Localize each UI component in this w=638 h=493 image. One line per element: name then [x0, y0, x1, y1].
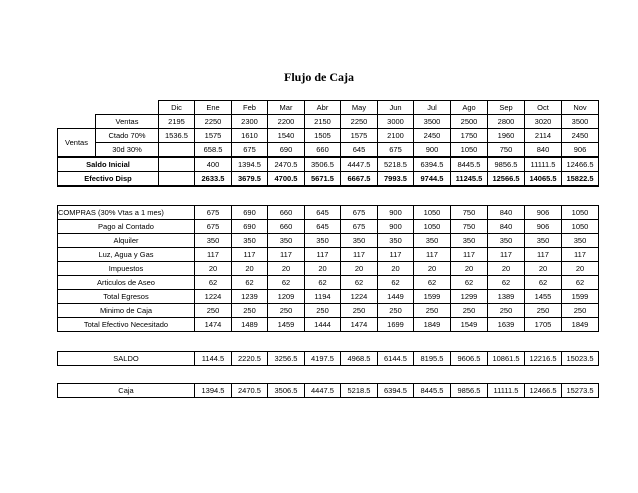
cell: 250: [268, 304, 305, 318]
cell: 1194: [305, 290, 341, 304]
cell: 8195.5: [414, 352, 451, 366]
egresos-row: [58, 234, 599, 248]
cell: 20: [232, 262, 268, 276]
saldo-inicial-row: [58, 157, 599, 172]
cell: 117: [232, 248, 268, 262]
cell: 690: [232, 220, 268, 234]
cell: 2150: [305, 115, 341, 129]
month-header: Jul: [414, 101, 451, 115]
egresos-row: [58, 290, 599, 304]
cell: 2470.5: [232, 384, 268, 398]
cell: 840: [488, 220, 525, 234]
cell: 1575: [195, 129, 232, 143]
cell: 9606.5: [451, 352, 488, 366]
cell: 690: [268, 143, 305, 158]
cell: 1536.5: [159, 129, 195, 143]
cell: 900: [378, 220, 414, 234]
cell: 3500: [414, 115, 451, 129]
cell: 675: [378, 143, 414, 158]
cell: 690: [232, 206, 268, 220]
cell: 20: [562, 262, 599, 276]
row-label: SALDO: [58, 352, 195, 366]
cell: 1389: [488, 290, 525, 304]
cell: 2300: [232, 115, 268, 129]
month-header: Feb: [232, 101, 268, 115]
cell: 675: [232, 143, 268, 158]
cell: 660: [268, 220, 305, 234]
cell: 9856.5: [451, 384, 488, 398]
cell: 3000: [378, 115, 414, 129]
cell: 2195: [159, 115, 195, 129]
cell: 117: [378, 248, 414, 262]
cell: 840: [525, 143, 562, 158]
cell: 3506.5: [305, 157, 341, 172]
cell: 15822.5: [562, 172, 599, 187]
cell: 20: [195, 262, 232, 276]
month-header: May: [341, 101, 378, 115]
row-label: Ventas: [96, 115, 159, 129]
cell: 9856.5: [488, 157, 525, 172]
cell: 350: [268, 234, 305, 248]
cell: 12566.5: [488, 172, 525, 187]
cell: 20: [341, 262, 378, 276]
cell: 2250: [195, 115, 232, 129]
cell: [159, 172, 195, 187]
ventas-row: [58, 115, 599, 129]
month-header-row: [58, 101, 599, 115]
cell: 2470.5: [268, 157, 305, 172]
cell: 350: [525, 234, 562, 248]
cell: 1505: [305, 129, 341, 143]
cell: 900: [414, 143, 451, 158]
cell: 250: [451, 304, 488, 318]
row-label: Saldo Inicial: [58, 157, 159, 172]
row-label: Total Efectivo Necesitado: [58, 318, 195, 332]
cell: 350: [414, 234, 451, 248]
cell: 9744.5: [414, 172, 451, 187]
cell: 62: [341, 276, 378, 290]
cell: 20: [525, 262, 562, 276]
cell: 250: [488, 304, 525, 318]
cell: 1549: [451, 318, 488, 332]
cell: 2114: [525, 129, 562, 143]
month-header: Dic: [159, 101, 195, 115]
cell: 8445.5: [451, 157, 488, 172]
row-label: Alquiler: [58, 234, 195, 248]
cell: 350: [341, 234, 378, 248]
month-header: Mar: [268, 101, 305, 115]
cell: 1224: [195, 290, 232, 304]
cell: 20: [305, 262, 341, 276]
egresos-row: [58, 206, 599, 220]
cell: 2450: [562, 129, 599, 143]
cell: 62: [195, 276, 232, 290]
cell: 1474: [341, 318, 378, 332]
efectivo-disp-row: [58, 172, 599, 187]
ingresos-table: [57, 100, 599, 187]
cell: 250: [525, 304, 562, 318]
row-label: Total Egresos: [58, 290, 195, 304]
cell: 750: [451, 220, 488, 234]
row-label: Impuestos: [58, 262, 195, 276]
cell: 4447.5: [305, 384, 341, 398]
cell: 7993.5: [378, 172, 414, 187]
cell: 2200: [268, 115, 305, 129]
cell: 11111.5: [525, 157, 562, 172]
cell: 62: [414, 276, 451, 290]
cell: 1849: [414, 318, 451, 332]
cell: 250: [305, 304, 341, 318]
cell: 350: [451, 234, 488, 248]
month-header: Ago: [451, 101, 488, 115]
cell: 1050: [451, 143, 488, 158]
cell: 11111.5: [488, 384, 525, 398]
cell: 14065.5: [525, 172, 562, 187]
cell: 2100: [378, 129, 414, 143]
cell: 2633.5: [195, 172, 232, 187]
thirty-day-row: [58, 143, 599, 158]
egresos-row: [58, 262, 599, 276]
cell: 350: [305, 234, 341, 248]
cell: 1299: [451, 290, 488, 304]
cell: 5671.5: [305, 172, 341, 187]
cell: 1705: [525, 318, 562, 332]
cell: [159, 157, 195, 172]
cell: 117: [268, 248, 305, 262]
month-header: Jun: [378, 101, 414, 115]
cell: 3256.5: [268, 352, 305, 366]
row-label: Luz, Agua y Gas: [58, 248, 195, 262]
cell: 350: [232, 234, 268, 248]
cell: 15023.5: [562, 352, 599, 366]
row-label: Efectivo Disp: [58, 172, 159, 187]
cell: 1050: [562, 206, 599, 220]
cell: 250: [378, 304, 414, 318]
cell: 6667.5: [341, 172, 378, 187]
month-header: Nov: [562, 101, 599, 115]
cell: 250: [341, 304, 378, 318]
cell: 62: [488, 276, 525, 290]
cell: 1394.5: [195, 384, 232, 398]
cell: 350: [562, 234, 599, 248]
cell: 3500: [562, 115, 599, 129]
cell: 117: [451, 248, 488, 262]
month-header: Ene: [195, 101, 232, 115]
cell: 1050: [414, 220, 451, 234]
saldo-table: [57, 351, 599, 366]
cell: 658.5: [195, 143, 232, 158]
cell: 1750: [451, 129, 488, 143]
cell: 15273.5: [562, 384, 599, 398]
cell: 1050: [562, 220, 599, 234]
cell: 1394.5: [232, 157, 268, 172]
cell: 1489: [232, 318, 268, 332]
cell: 645: [341, 143, 378, 158]
cell: 20: [378, 262, 414, 276]
cell: 1144.5: [195, 352, 232, 366]
cell: 3020: [525, 115, 562, 129]
cell: 5218.5: [378, 157, 414, 172]
cell: 20: [268, 262, 305, 276]
cell: 20: [451, 262, 488, 276]
cell: 62: [268, 276, 305, 290]
cell: 1699: [378, 318, 414, 332]
cell: 20: [488, 262, 525, 276]
cell: 117: [562, 248, 599, 262]
cell: 906: [525, 206, 562, 220]
cell: 906: [525, 220, 562, 234]
cell: 117: [305, 248, 341, 262]
egresos-row: [58, 318, 599, 332]
cell: 117: [341, 248, 378, 262]
cell: 1610: [232, 129, 268, 143]
cell: 906: [562, 143, 599, 158]
cell: 750: [451, 206, 488, 220]
row-label: COMPRAS (30% Vtas a 1 mes): [58, 206, 195, 220]
cell: 250: [195, 304, 232, 318]
cell: 6394.5: [414, 157, 451, 172]
cell: 4197.5: [305, 352, 341, 366]
cell: 4447.5: [341, 157, 378, 172]
cell: 675: [195, 220, 232, 234]
cell: 1224: [341, 290, 378, 304]
cell: 1849: [562, 318, 599, 332]
row-label: Articulos de Aseo: [58, 276, 195, 290]
cell: 5218.5: [341, 384, 378, 398]
ventas-group-label: Ventas: [58, 129, 96, 158]
cell: 117: [525, 248, 562, 262]
cell: 660: [268, 206, 305, 220]
cell: 840: [488, 206, 525, 220]
cell: 8445.5: [414, 384, 451, 398]
cell: 12216.5: [525, 352, 562, 366]
cell: 1209: [268, 290, 305, 304]
ctado-row: [58, 129, 599, 143]
month-header: Abr: [305, 101, 341, 115]
row-label: Ctado 70%: [96, 129, 159, 143]
cell: 4968.5: [341, 352, 378, 366]
cell: 62: [451, 276, 488, 290]
caja-table: [57, 383, 599, 398]
cell: 62: [525, 276, 562, 290]
cell: 12466.5: [525, 384, 562, 398]
cell: 62: [562, 276, 599, 290]
cell: 62: [305, 276, 341, 290]
cell: 6394.5: [378, 384, 414, 398]
cell: 12466.5: [562, 157, 599, 172]
cell: 250: [232, 304, 268, 318]
cell: 4700.5: [268, 172, 305, 187]
row-label: Caja: [58, 384, 195, 398]
row-label: Minimo de Caja: [58, 304, 195, 318]
cell: 3506.5: [268, 384, 305, 398]
cell: 645: [305, 206, 341, 220]
cell: 2450: [414, 129, 451, 143]
cell: 20: [414, 262, 451, 276]
egresos-row: [58, 276, 599, 290]
cell: 350: [195, 234, 232, 248]
cell: 675: [341, 220, 378, 234]
egresos-row: [58, 248, 599, 262]
month-header: Sep: [488, 101, 525, 115]
cell: 1540: [268, 129, 305, 143]
cell: 1960: [488, 129, 525, 143]
cell: 1455: [525, 290, 562, 304]
caja-row: [58, 384, 599, 398]
cell: 1050: [414, 206, 451, 220]
cell: 1444: [305, 318, 341, 332]
cell: 1599: [562, 290, 599, 304]
cell: 350: [488, 234, 525, 248]
cell: 2800: [488, 115, 525, 129]
cell: 350: [378, 234, 414, 248]
sheet-title: Flujo de Caja: [284, 70, 354, 84]
cell: 11245.5: [451, 172, 488, 187]
cell: 675: [341, 206, 378, 220]
cell: 1449: [378, 290, 414, 304]
egresos-row: [58, 220, 599, 234]
cell: 1474: [195, 318, 232, 332]
cell: 6144.5: [378, 352, 414, 366]
cell: 900: [378, 206, 414, 220]
cell: 117: [414, 248, 451, 262]
cell: 250: [414, 304, 451, 318]
egresos-table: [57, 205, 599, 332]
cell: 3679.5: [232, 172, 268, 187]
cell: 645: [305, 220, 341, 234]
cell: 675: [195, 206, 232, 220]
cell: 1599: [414, 290, 451, 304]
cell: 660: [305, 143, 341, 158]
cell: 750: [488, 143, 525, 158]
cell: 2500: [451, 115, 488, 129]
cell: [159, 143, 195, 158]
cell: 2220.5: [232, 352, 268, 366]
egresos-row: [58, 304, 599, 318]
cell: 117: [195, 248, 232, 262]
cell: 400: [195, 157, 232, 172]
cell: 1459: [268, 318, 305, 332]
saldo-row: [58, 352, 599, 366]
cell: 62: [232, 276, 268, 290]
cell: 1575: [341, 129, 378, 143]
cell: 62: [378, 276, 414, 290]
cell: 1239: [232, 290, 268, 304]
cell: 10861.5: [488, 352, 525, 366]
month-header: Oct: [525, 101, 562, 115]
cell: 250: [562, 304, 599, 318]
cell: 1639: [488, 318, 525, 332]
row-label: 30d 30%: [96, 143, 159, 158]
cell: 2250: [341, 115, 378, 129]
cell: 117: [488, 248, 525, 262]
row-label: Pago al Contado: [58, 220, 195, 234]
